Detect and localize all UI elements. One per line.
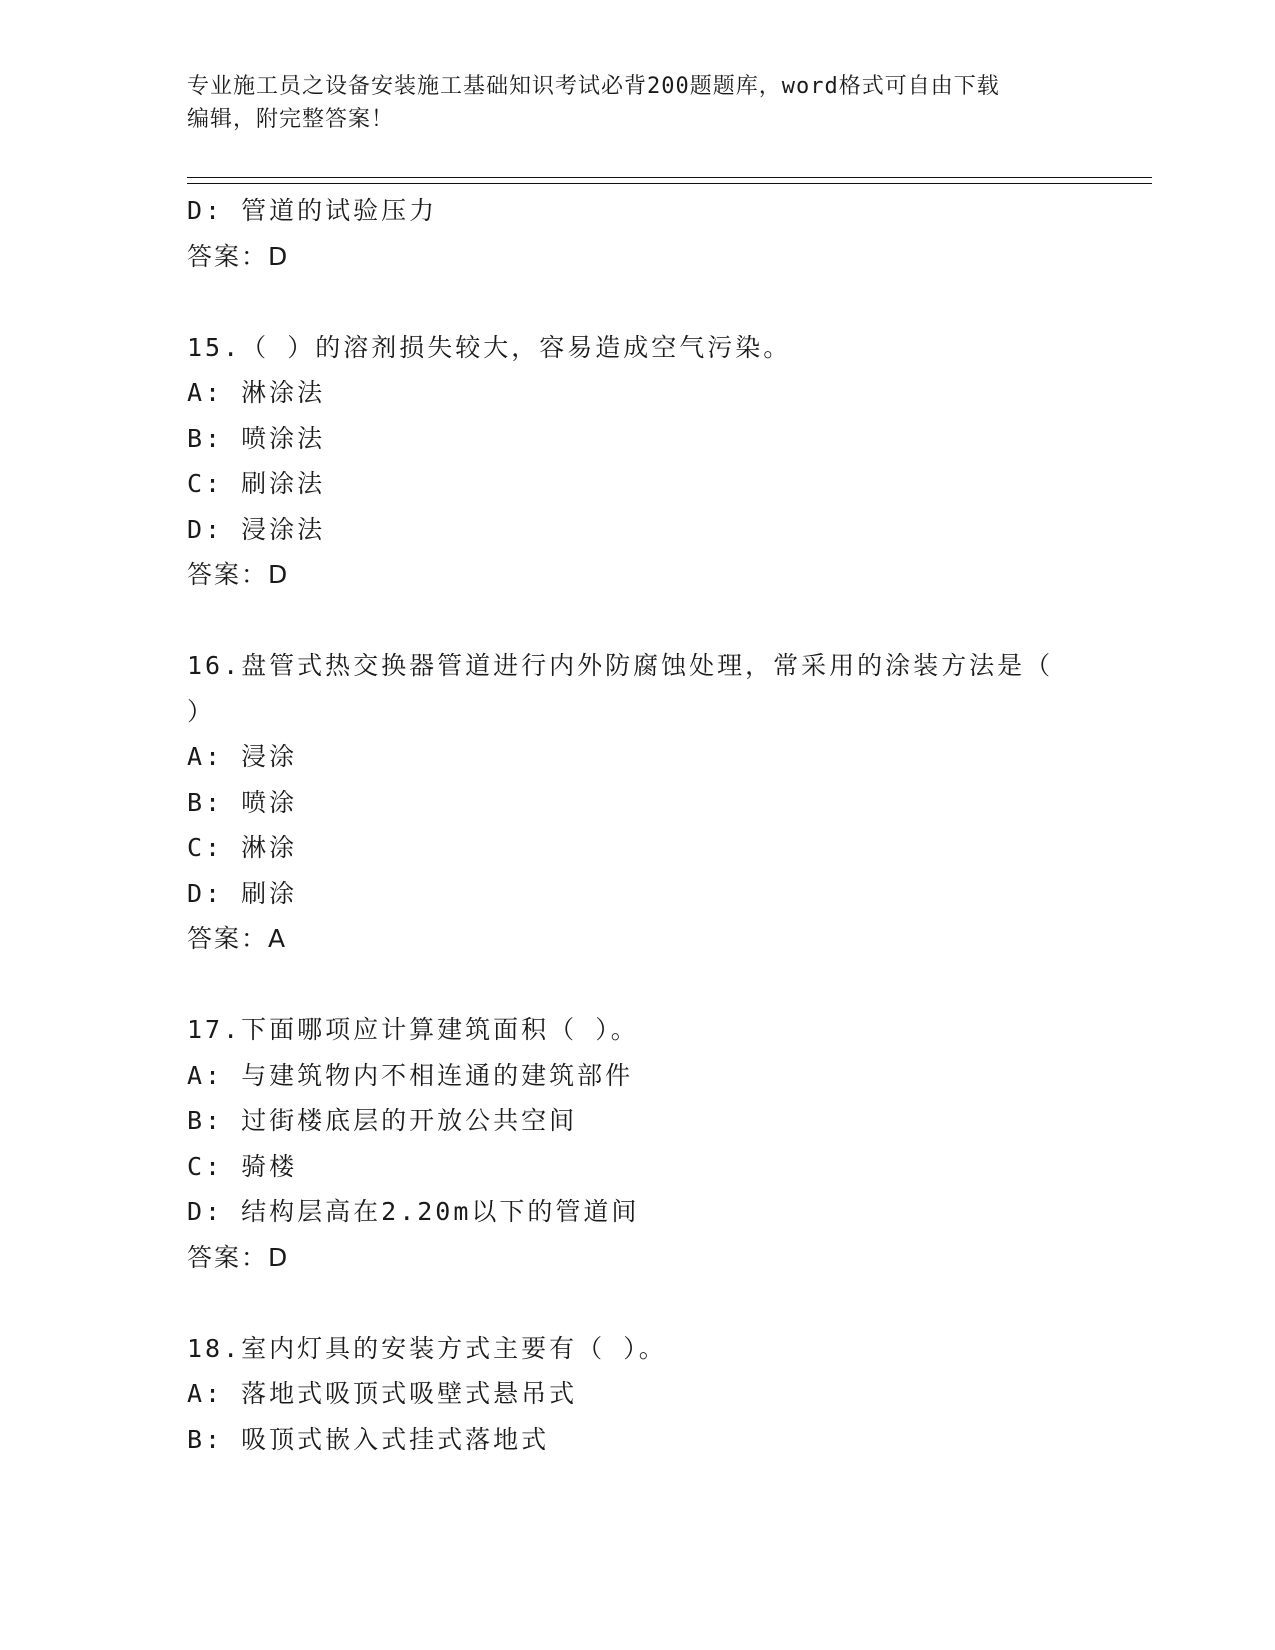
spacer [187, 279, 1067, 325]
prev-answer: 答案：D [187, 241, 290, 271]
question-16-text-line-1: 16.盘管式热交换器管道进行内外防腐蚀处理，常采用的涂装方法是（ [187, 651, 1054, 680]
prev-option-d: D: 管道的试验压力 [187, 196, 438, 225]
question-17 [187, 1007, 1067, 1280]
question-16-option-c: C: 淋涂 [187, 833, 298, 862]
header-divider-top [187, 177, 1152, 178]
question-17-answer: 答案：D [187, 1242, 290, 1272]
question-16-option-d: D: 刷涂 [187, 878, 298, 908]
header-title-line-2: 编辑，附完整答案！ [187, 107, 395, 132]
question-15-option-d: D: 浸涂法 [187, 514, 326, 544]
spacer [187, 1280, 1067, 1326]
question-18-option-a: A: 落地式吸顶式吸壁式悬吊式 [187, 1379, 578, 1408]
document-header [187, 70, 1067, 136]
spacer [187, 598, 1067, 644]
question-17-option-d: D: 结构层高在2.20m以下的管道间 [187, 1197, 640, 1226]
question-16 [187, 643, 1067, 962]
question-18-text: 18.室内灯具的安装方式主要有（ ）。 [187, 1333, 667, 1363]
question-18-option-b: B: 吸顶式嵌入式挂式落地式 [187, 1424, 550, 1454]
header-divider-bottom [187, 183, 1152, 184]
question-16-answer: 答案：A [187, 924, 288, 953]
question-15-option-b: B: 喷涂法 [187, 423, 326, 453]
question-17-text: 17.下面哪项应计算建筑面积（ ）。 [187, 1015, 639, 1044]
question-17-option-a: A: 与建筑物内不相连通的建筑部件 [187, 1060, 634, 1090]
question-17-option-c: C: 骑楼 [187, 1151, 298, 1181]
question-15-option-c: C: 刷涂法 [187, 469, 326, 498]
question-16-option-b: B: 喷涂 [187, 787, 298, 817]
question-15-option-a: A: 淋涂法 [187, 378, 326, 407]
question-18 [187, 1326, 1067, 1463]
question-list [187, 188, 1067, 1462]
question-17-option-b: B: 过街楼底层的开放公共空间 [187, 1106, 578, 1135]
question-15-text: 15.（ ）的溶剂损失较大，容易造成空气污染。 [187, 332, 792, 362]
question-16-option-a: A: 浸涂 [187, 742, 298, 771]
spacer [187, 962, 1067, 1008]
header-title-line-1: 专业施工员之设备安装施工基础知识考试必背200题题库，word格式可自由下载 [187, 74, 1000, 99]
question-15 [187, 325, 1067, 598]
question-16-text-line-2: ） [187, 696, 216, 726]
question-15-answer: 答案：D [187, 560, 290, 589]
